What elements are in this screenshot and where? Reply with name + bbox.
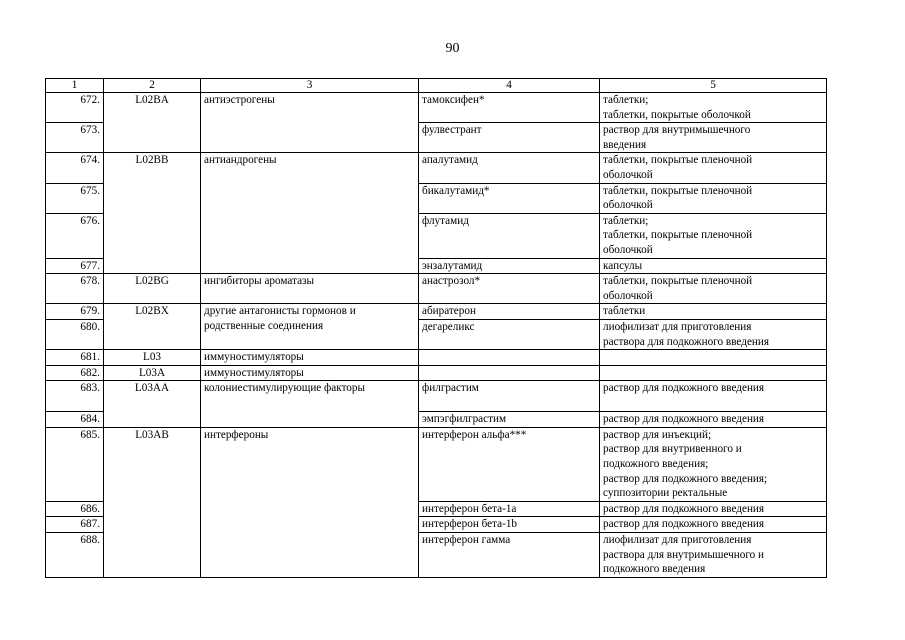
dosage-forms: раствор для подкожного введения	[600, 412, 827, 428]
row-number: 678.	[46, 274, 104, 304]
atc-code: L02BA	[104, 93, 201, 153]
row-number: 677.	[46, 258, 104, 274]
dosage-forms: таблетки, покрытые пленочной оболочкой	[600, 153, 827, 183]
table-row	[46, 304, 827, 320]
atc-code: L02BB	[104, 153, 201, 274]
row-number: 672.	[46, 93, 104, 123]
dosage-forms: раствор для подкожного введения	[600, 517, 827, 533]
dosage-forms: раствор для подкожного введения	[600, 501, 827, 517]
row-number: 686.	[46, 501, 104, 517]
drug-name: флутамид	[419, 213, 600, 258]
table-row	[46, 427, 827, 501]
group-name: иммуностимуляторы	[201, 365, 419, 381]
drug-name: апалутамид	[419, 153, 600, 183]
row-number: 681.	[46, 350, 104, 366]
page-number: 90	[445, 41, 460, 56]
drug-name: интерферон бета-1b	[419, 517, 600, 533]
drug-name	[419, 350, 600, 366]
table-row	[46, 381, 827, 412]
group-name: колониестимулирующие факторы	[201, 381, 419, 428]
drug-name: эмпэгфилграстим	[419, 412, 600, 428]
drug-name: тамоксифен*	[419, 93, 600, 123]
drug-name: энзалутамид	[419, 258, 600, 274]
drug-name: интерферон альфа***	[419, 427, 600, 501]
row-number: 688.	[46, 533, 104, 578]
column-header: 5	[600, 79, 827, 93]
dosage-forms: раствор для инъекций; раствор для внутривенного и подкожного введения; раствор для подкожного введения; суппозитории ректальные	[600, 427, 827, 501]
dosage-forms	[600, 350, 827, 366]
dosage-forms: таблетки, покрытые пленочной оболочкой	[600, 183, 827, 213]
dosage-forms: капсулы	[600, 258, 827, 274]
table-row	[46, 365, 827, 381]
table-row	[46, 93, 827, 123]
drug-name: бикалутамид*	[419, 183, 600, 213]
dosage-forms: раствор для подкожного введения	[600, 381, 827, 412]
row-number: 683.	[46, 381, 104, 412]
row-number: 682.	[46, 365, 104, 381]
atc-code: L03	[104, 350, 201, 366]
row-number: 673.	[46, 123, 104, 153]
drug-name: анастрозол*	[419, 274, 600, 304]
column-header: 4	[419, 79, 600, 93]
row-number: 675.	[46, 183, 104, 213]
table-row	[46, 274, 827, 304]
group-name: иммуностимуляторы	[201, 350, 419, 366]
table-row	[46, 153, 827, 183]
row-number: 676.	[46, 213, 104, 258]
group-name: интерфероны	[201, 427, 419, 577]
drug-name	[419, 365, 600, 381]
drug-name: дегареликс	[419, 319, 600, 349]
atc-code: L03AA	[104, 381, 201, 428]
row-number: 684.	[46, 412, 104, 428]
group-name: ингибиторы ароматазы	[201, 274, 419, 304]
atc-code: L02BX	[104, 304, 201, 350]
drug-name: филграстим	[419, 381, 600, 412]
dosage-forms: раствор для внутримышечного введения	[600, 123, 827, 153]
dosage-forms: лиофилизат для приготовления раствора для внутримышечного и подкожного введения	[600, 533, 827, 578]
dosage-forms: лиофилизат для приготовления раствора для подкожного введения	[600, 319, 827, 349]
table-row	[46, 350, 827, 366]
column-header: 3	[201, 79, 419, 93]
row-number: 680.	[46, 319, 104, 349]
dosage-forms	[600, 365, 827, 381]
atc-code: L02BG	[104, 274, 201, 304]
group-name: антиэстрогены	[201, 93, 419, 153]
drug-name: фулвестрант	[419, 123, 600, 153]
atc-code: L03AB	[104, 427, 201, 577]
drug-name: абиратерон	[419, 304, 600, 320]
row-number: 685.	[46, 427, 104, 501]
dosage-forms: таблетки, покрытые пленочной оболочкой	[600, 274, 827, 304]
dosage-forms: таблетки	[600, 304, 827, 320]
dosage-forms: таблетки; таблетки, покрытые оболочкой	[600, 93, 827, 123]
row-number: 674.	[46, 153, 104, 183]
group-name: другие антагонисты гормонов и родственные соединения	[201, 304, 419, 350]
column-header: 1	[46, 79, 104, 93]
drug-table	[45, 78, 827, 578]
drug-name: интерферон гамма	[419, 533, 600, 578]
atc-code: L03A	[104, 365, 201, 381]
column-header: 2	[104, 79, 201, 93]
group-name: антиандрогены	[201, 153, 419, 274]
row-number: 679.	[46, 304, 104, 320]
row-number: 687.	[46, 517, 104, 533]
dosage-forms: таблетки; таблетки, покрытые пленочной оболочкой	[600, 213, 827, 258]
header-row	[46, 79, 827, 93]
drug-name: интерферон бета-1a	[419, 501, 600, 517]
